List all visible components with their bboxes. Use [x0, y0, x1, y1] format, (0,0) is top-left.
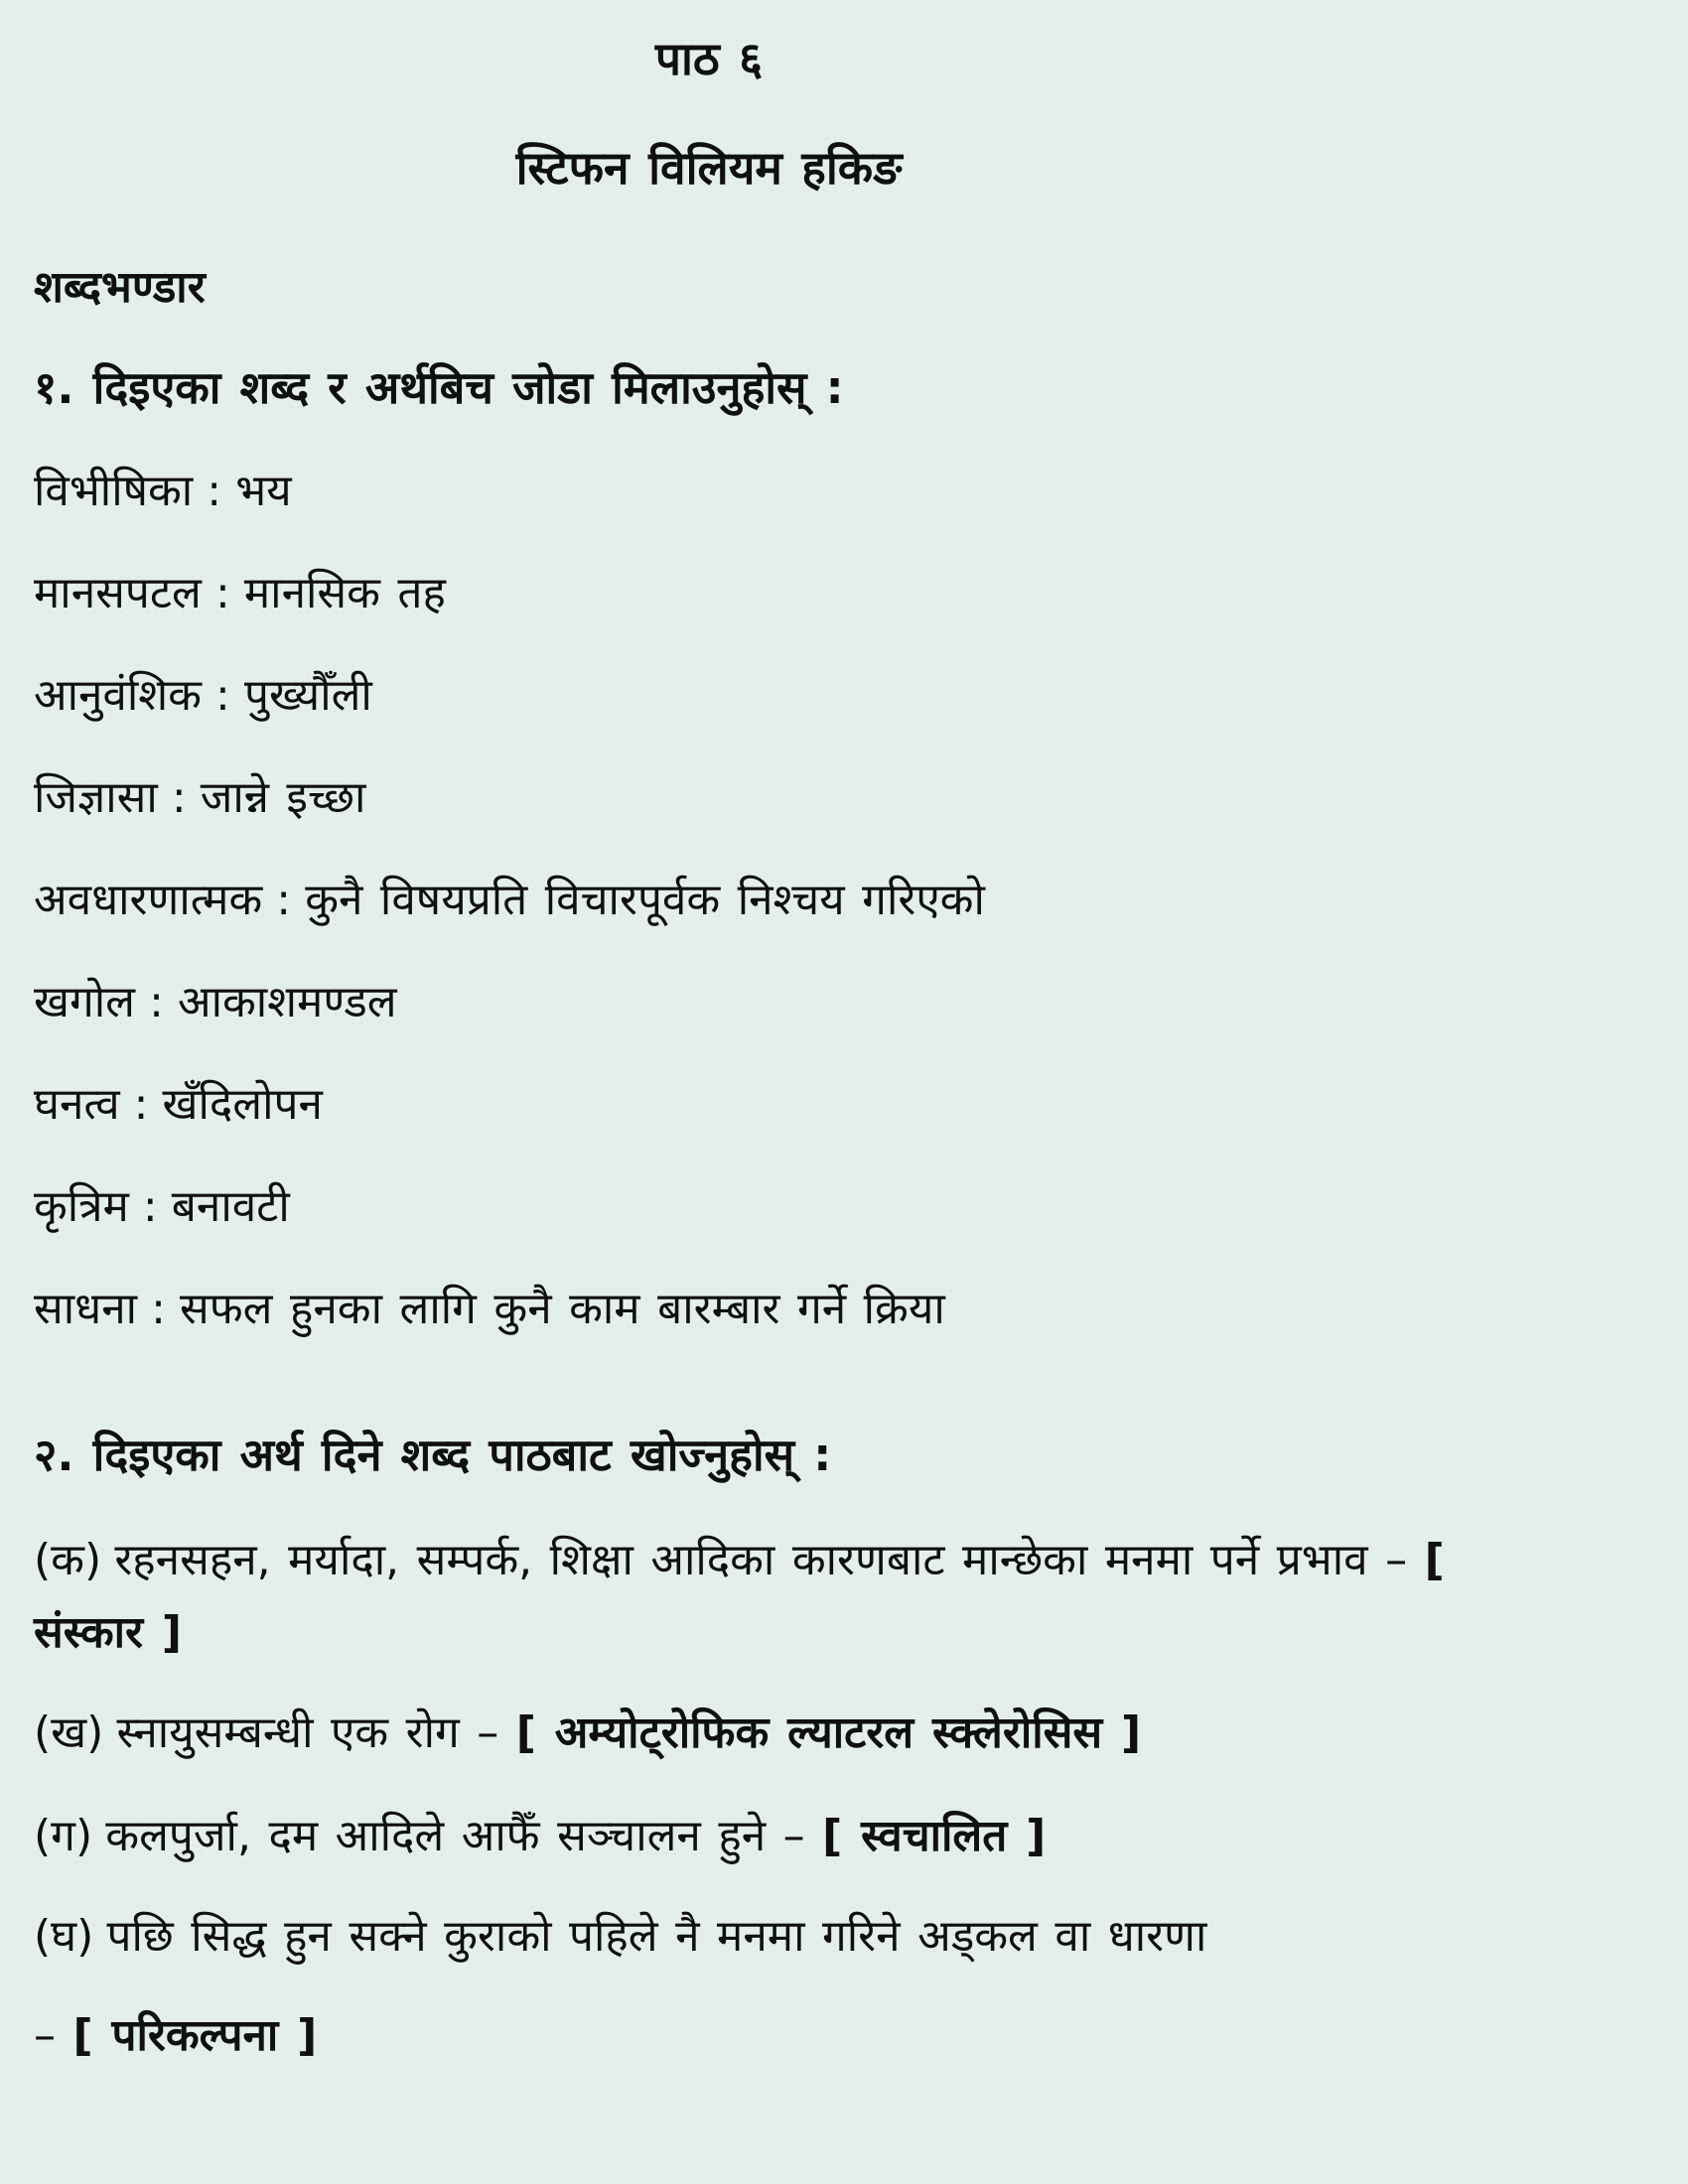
item-clue: पछि सिद्ध हुन सक्ने कुराको पहिले नै मनमा गरिने अड्कल वा धारणा — [106, 1911, 1207, 1962]
exercise-item-kha — [34, 1706, 1648, 1760]
answer-bracket-open: [ — [1424, 1535, 1445, 1585]
pair-colon: : — [276, 875, 292, 925]
vocab-meaning: पुख्यौँली — [243, 670, 372, 721]
vocab-meaning: जान्ने इच्छा — [200, 772, 366, 823]
pair-colon: : — [133, 1079, 149, 1130]
pair-colon: : — [214, 568, 230, 618]
exercise-item-list — [34, 1533, 1648, 2063]
item-answer-line — [34, 2008, 1648, 2063]
vocab-word: जिज्ञासा — [34, 772, 158, 823]
item-clue: स्नायुसम्बन्धी एक रोग – — [116, 1707, 499, 1758]
vocab-word: साधना — [34, 1284, 138, 1334]
item-clue-line — [34, 1533, 1648, 1587]
pair-colon: : — [215, 670, 230, 721]
pair-colon: : — [207, 466, 222, 516]
vocab-word: विभीषिका — [34, 466, 194, 516]
item-clue-line — [34, 1706, 1648, 1760]
pair-colon: : — [151, 1284, 166, 1334]
vocab-word: मानसपटल — [34, 568, 202, 618]
exercise-item-ga — [34, 1809, 1648, 1863]
item-label: (ख) — [34, 1707, 104, 1758]
vocab-pair — [34, 1282, 1648, 1336]
item-answer: [ परिकल्पना ] — [72, 2010, 318, 2061]
vocab-meaning: सफल हुनका लागि कुनै काम बारम्बार गर्ने क्रिया — [180, 1284, 945, 1334]
vocabulary-pair-list — [34, 464, 1648, 1336]
exercise-item-ka — [34, 1533, 1648, 1660]
exercise-item-gha — [34, 1909, 1648, 2063]
lesson-number-heading: पाठ ६ — [654, 32, 764, 85]
pair-colon: : — [142, 1181, 158, 1232]
vocab-meaning: मानसिक तह — [243, 568, 446, 618]
vocabulary-heading: शब्दभण्डार — [34, 262, 206, 313]
item-answer: [ अम्योट्रोफिक ल्याटरल स्क्लेरोसिस ] — [515, 1707, 1142, 1758]
item-clue: कलपुर्जा, दम आदिले आफैँ सञ्चालन हुने – — [105, 1811, 805, 1861]
vocab-pair — [34, 464, 1648, 518]
vocab-meaning: कुनै विषयप्रति विचारपूर्वक निश्चय गरिएको — [305, 875, 985, 925]
section1-heading: १. दिइएका शब्द र अर्थबिच जोडा मिलाउनुहोस् : — [34, 361, 844, 414]
section2-heading: २. दिइएका अर्थ दिने शब्द पाठबाट खोज्नुहोस् : — [34, 1429, 832, 1481]
vocab-meaning: खँदिलोपन — [162, 1079, 323, 1130]
item-answer: [ स्वचालित ] — [822, 1811, 1047, 1861]
item-clue-line — [34, 1809, 1648, 1863]
vocab-pair — [34, 770, 1648, 825]
vocab-pair — [34, 668, 1648, 723]
vocab-pair — [34, 1077, 1648, 1132]
pair-colon: : — [171, 772, 187, 823]
vocab-meaning: भय — [235, 466, 292, 516]
vocab-word: अवधारणात्मक — [34, 875, 263, 925]
vocab-word: आनुवंशिक — [34, 670, 202, 721]
item-clue-line — [34, 1909, 1648, 1964]
vocab-meaning: आकाशमण्डल — [177, 977, 397, 1027]
vocab-pair — [34, 566, 1648, 620]
answer-dash: – — [34, 2010, 56, 2061]
vocab-pair — [34, 975, 1648, 1029]
item-label: (ग) — [34, 1811, 93, 1861]
lesson-title: स्टिफन विलियम हकिङ — [515, 141, 903, 195]
title-block — [34, 30, 1384, 197]
item-label: (घ) — [34, 1911, 94, 1962]
vocab-word: खगोल — [34, 977, 135, 1027]
pair-colon: : — [149, 977, 164, 1027]
item-label: (क) — [34, 1535, 102, 1585]
vocab-word: कृत्रिम — [34, 1181, 129, 1232]
vocab-pair — [34, 1179, 1648, 1234]
vocab-word: घनत्व — [34, 1079, 120, 1130]
vocab-meaning: बनावटी — [171, 1181, 290, 1232]
item-answer: संस्कार ] — [34, 1607, 182, 1658]
item-clue: रहनसहन, मर्यादा, सम्पर्क, शिक्षा आदिका कारणबाट मान्छेका मनमा पर्ने प्रभाव – — [114, 1535, 1408, 1585]
vocab-pair — [34, 873, 1648, 927]
